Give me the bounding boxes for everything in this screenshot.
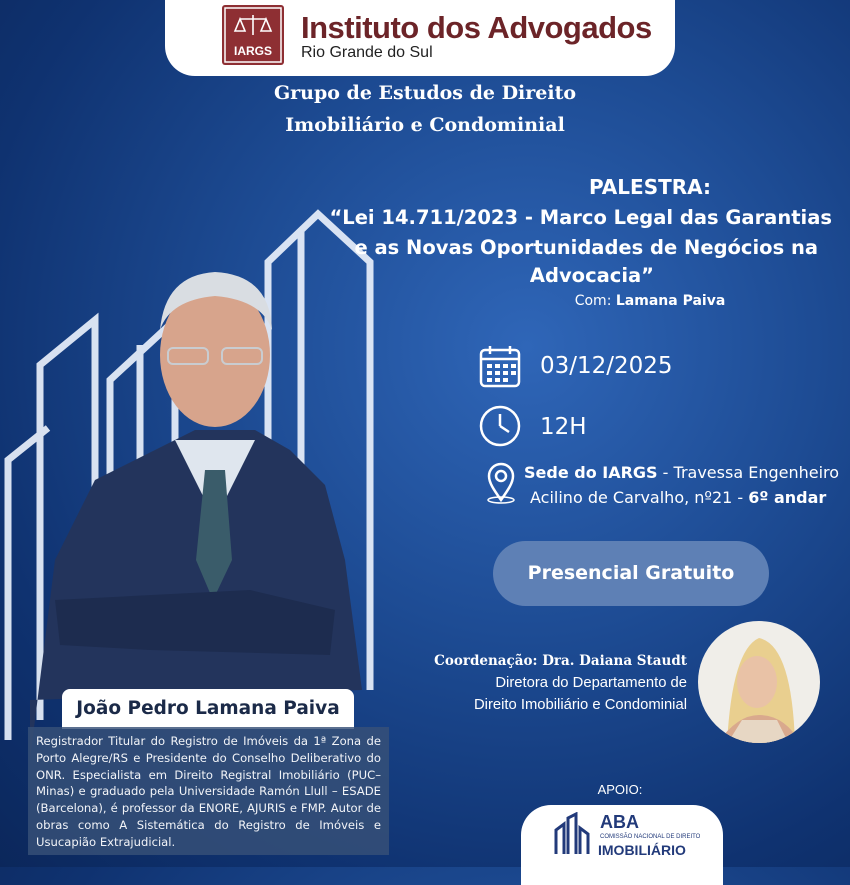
speaker-name: João Pedro Lamana Paiva	[76, 698, 340, 719]
lecture-title-line-2: e as Novas Oportunidades de Negócios na	[354, 236, 818, 259]
event-location-line-2: Acilino de Carvalho, nº21 - 6º andar	[530, 488, 827, 507]
sponsor-name: ABA	[600, 812, 639, 832]
speaker-bio: Registrador Titular do Registro de Imóveis da 1ª Zona de Porto Alegre/RS e Presidente do Conselho Deliberativo do ONR. Especialista em Direito Registral Imobiliário (PUC–Minas) e graduado pela Universidade Ramón Llull – ESADE (Barcelona), é professor da ENORE, AJURIS e FMP. Autor de obras como A Sistemática do Registro de Imóveis e Usucapião Extrajudicial.	[36, 734, 381, 849]
coordination-line-2: Direito Imobiliário e Condominial	[473, 697, 687, 713]
sponsor-subtitle: COMISSÃO NACIONAL DE DIREITO	[600, 834, 701, 840]
org-subtitle: Rio Grande do Sul	[301, 44, 433, 61]
event-location-line-1: Sede do IARGS - Travessa Engenheiro	[524, 463, 840, 482]
study-group-line-1: Grupo de Estudos de Direito	[273, 82, 577, 104]
coordinator-photo	[697, 620, 821, 744]
support-label: APOIO:	[597, 782, 643, 797]
free-attendance-label: Presencial Gratuito	[527, 562, 735, 584]
event-date: 03/12/2025	[540, 353, 673, 379]
calendar-icon	[478, 344, 522, 390]
lecture-title-line-1: “Lei 14.711/2023 - Marco Legal das Garantias	[329, 206, 832, 229]
lecture-title-line-3: Advocacia”	[529, 264, 654, 287]
study-group-line-2: Imobiliário e Condominial	[285, 114, 565, 136]
clock-icon	[478, 404, 522, 448]
lecture-speaker-line: Com: Lamana Paiva	[574, 293, 726, 309]
iargs-logo	[222, 5, 284, 65]
coordination-line-1: Diretora do Departamento de	[495, 675, 687, 691]
coordination-title: Coordenação: Dra. Daiana Staudt	[434, 653, 687, 669]
aba-logo-icon	[552, 812, 594, 856]
lecture-label: PALESTRA:	[588, 175, 711, 199]
org-title: Instituto dos Advogados	[301, 10, 652, 45]
sponsor-subtitle-2: IMOBILIÁRIO	[598, 842, 686, 858]
event-time: 12H	[540, 414, 587, 440]
svg-text:IARGS: IARGS	[233, 44, 273, 58]
location-pin-icon	[484, 460, 518, 504]
